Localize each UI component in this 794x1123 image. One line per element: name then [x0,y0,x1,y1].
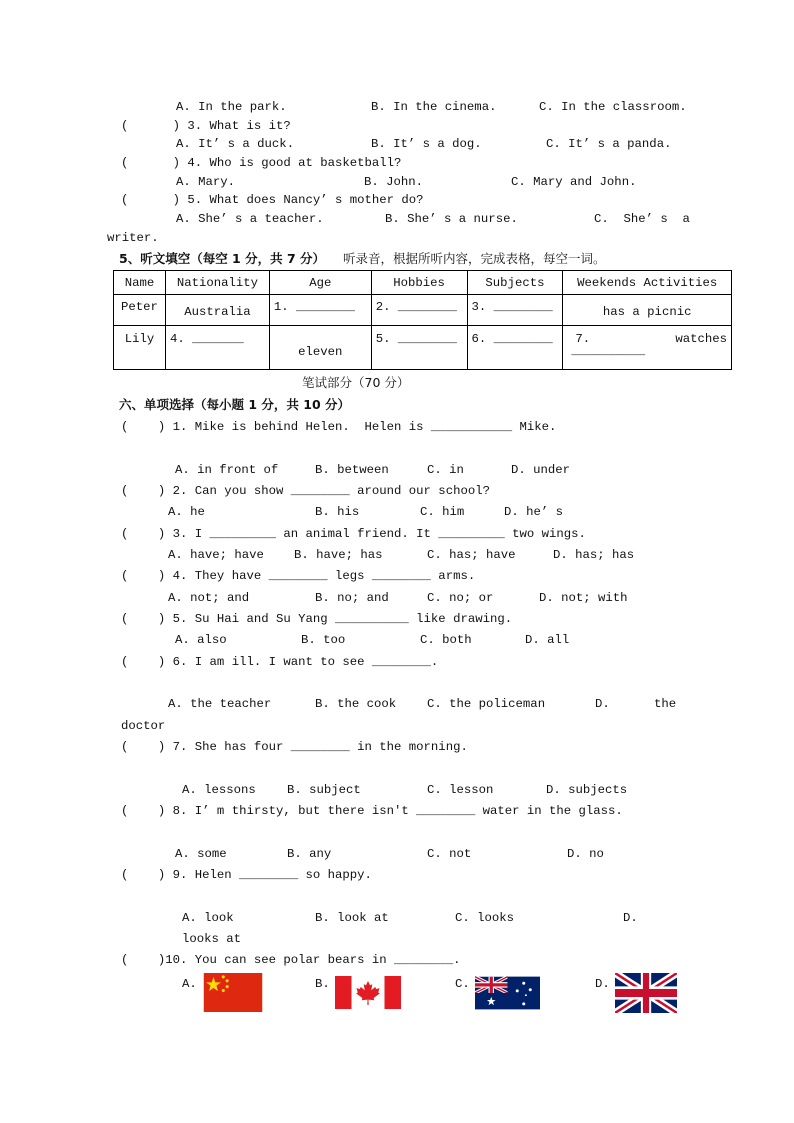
q6-10-option-d: D. [595,977,610,991]
q6-6-option-b: B. the cook [315,697,397,711]
cell-lily-weekends [563,326,732,370]
q5-option-b: B. She’ s a nurse. [385,212,518,226]
table-header-row [114,271,732,295]
q6-7-stem: ( ) 7. She has four ________ in the morning. [121,740,468,754]
header-hobbies: Hobbies [371,271,467,295]
q6-6-option-d: D. [595,697,610,711]
blank-5: 5. ________ [371,326,467,370]
q6-1-option-b: B. between [315,463,389,477]
listening-table [113,270,732,370]
cell-peter-nationality: Australia [165,295,269,326]
q4-option-a: A. Mary. [176,175,236,189]
q6-10-stem: ( )10. You can see polar bears in ________. [121,953,461,967]
q2-option-c: C. In the classroom. [539,100,687,114]
q6-6-stem: ( ) 6. I am ill. I want to see ________. [121,655,439,669]
q6-5-option-b: B. too [301,633,346,647]
q6-7-option-d: D. subjects [546,783,628,797]
q6-2-option-a: A. he [168,505,205,519]
blank-4: 4. _______ [165,326,269,370]
q6-3-option-d: D. has; has [553,548,635,562]
q5-stem: ( ) 5. What does Nancy’ s mother do? [121,193,424,207]
table-row [114,326,732,370]
blank-7-line: __________ [571,344,646,358]
q6-10-option-b: B. [315,977,330,991]
cell-lily-age: eleven [269,326,371,370]
q6-5-option-d: D. all [525,633,570,647]
header-subjects: Subjects [467,271,563,295]
q6-9-option-a: A. look [182,911,234,925]
q5-wrap: writer. [107,231,159,245]
blank-2: 2. ________ [371,295,467,326]
q6-8-option-c: C. not [427,847,472,861]
section5-instruction: 听录音，根据所听内容，完成表格，每空一词。 [343,251,606,266]
q3-option-b: B. It’ s a dog. [371,137,482,151]
q5-option-a: A. She’ s a teacher. [176,212,324,226]
blank-7-label: 7. [575,332,591,346]
q6-7-option-a: A. lessons [182,783,256,797]
q6-3-option-a: A. have; have [168,548,264,562]
q6-4-option-d: D. not; with [539,591,628,605]
q6-8-stem: ( ) 8. I’ m thirsty, but there isn't ________ water in the glass. [121,804,623,818]
q6-4-option-b: B. no; and [315,591,389,605]
china-flag [202,973,264,1012]
cell-lily-name: Lily [114,326,166,370]
q6-9-wrap: looks at [182,932,242,946]
q6-5-option-c: C. both [420,633,472,647]
q6-9-option-b: B. look at [315,911,389,925]
q6-1-stem: ( ) 1. Mike is behind Helen. Helen is ___________ Mike. [121,420,557,434]
q6-10-option-a: A. [182,977,197,991]
q6-2-option-c: C. him [420,505,465,519]
cell-peter-weekends: has a picnic [563,295,732,326]
q6-6-option-c: C. the policeman [427,697,546,711]
q6-9-option-d: D. [623,911,638,925]
header-name: Name [114,271,166,295]
q6-1-option-d: D. under [511,463,571,477]
canada-flag [335,973,401,1012]
q6-6-wrap: doctor [121,719,166,733]
q6-9-stem: ( ) 9. Helen ________ so happy. [121,868,372,882]
header-age: Age [269,271,371,295]
q6-6-option-a: A. the teacher [168,697,272,711]
blank-3: 3. ________ [467,295,563,326]
q6-4-option-c: C. no; or [427,591,494,605]
q6-9-option-c: C. looks [455,911,515,925]
q6-10-option-c: C. [455,977,470,991]
q6-8-option-a: A. some [175,847,227,861]
q5-option-c: C. She’ s a [594,212,690,226]
cell-peter-name: Peter [114,295,166,326]
q2-option-a: A. In the park. [176,100,287,114]
section6-title: 六、单项选择（每小题 1 分，共 10 分） [119,397,351,412]
uk-flag [615,973,677,1013]
q4-stem: ( ) 4. Who is good at basketball? [121,156,402,170]
q6-8-option-d: D. no [567,847,604,861]
q3-stem: ( ) 3. What is it? [121,119,291,133]
q6-3-stem: ( ) 3. I _________ an animal friend. It _________ two wings. [121,527,586,541]
q3-option-c: C. It’ s a panda. [546,137,672,151]
q6-2-option-d: D. he’ s [504,505,564,519]
header-weekends: Weekends Activities [563,271,732,295]
blank-6: 6. ________ [467,326,563,370]
q6-3-option-c: C. has; have [427,548,516,562]
table-row [114,295,732,326]
q2-option-b: B. In the cinema. [371,100,497,114]
q4-option-b: B. John. [364,175,424,189]
q6-2-option-b: B. his [315,505,360,519]
q6-1-option-c: C. in [427,463,464,477]
header-nationality: Nationality [165,271,269,295]
q4-option-c: C. Mary and John. [511,175,637,189]
q6-2-stem: ( ) 2. Can you show ________ around our school? [121,484,490,498]
q6-4-stem: ( ) 4. They have ________ legs ________ arms. [121,569,476,583]
australia-flag [475,973,540,1013]
q6-5-option-a: A. also [175,633,227,647]
q6-4-option-a: A. not; and [168,591,250,605]
q6-3-option-b: B. have; has [294,548,383,562]
q6-7-option-b: B. subject [287,783,361,797]
q6-5-stem: ( ) 5. Su Hai and Su Yang __________ like drawing. [121,612,513,626]
q6-6-option-d-cont: the [654,697,677,711]
q6-1-option-a: A. in front of [175,463,279,477]
q6-8-option-b: B. any [287,847,332,861]
q3-option-a: A. It’ s a duck. [176,137,295,151]
q6-7-option-c: C. lesson [427,783,494,797]
blank-1: 1. ________ [269,295,371,326]
written-part-heading: 笔试部分（70 分） [302,375,410,390]
blank-7-word: watches [675,332,727,346]
section5-title: 5、听文填空（每空 1 分，共 7 分） [119,251,326,266]
